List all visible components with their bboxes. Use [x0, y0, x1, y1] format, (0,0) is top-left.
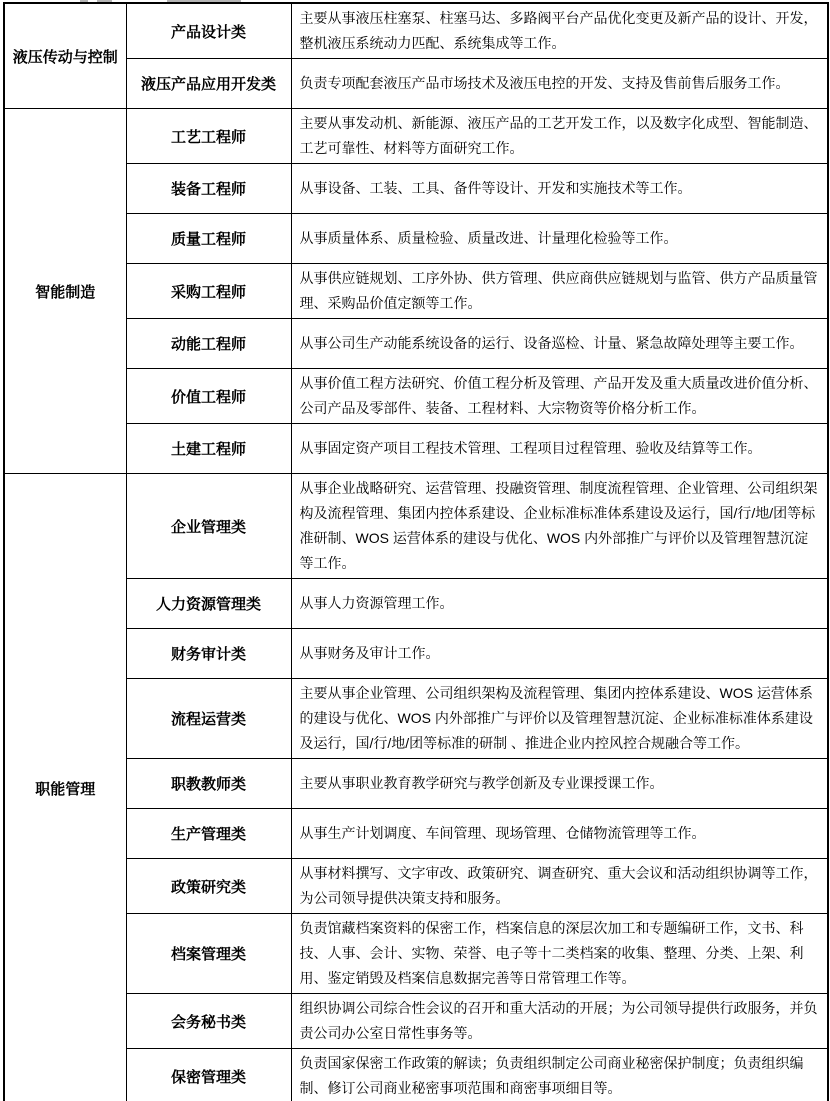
job-type-cell: 动能工程师 [126, 319, 291, 369]
table-row [4, 994, 828, 1049]
table-row [4, 1049, 828, 1101]
table-row [4, 214, 828, 264]
job-type-cell: 保密管理类 [126, 1049, 291, 1101]
job-category-table [3, 2, 829, 1101]
description-cell: 主要从事发动机、新能源、液压产品的工艺开发工作，以及数字化成型、智能制造、工艺可靠性、材料等方面研究工作。 [291, 109, 828, 164]
job-type-cell: 工艺工程师 [126, 109, 291, 164]
table-row [4, 264, 828, 319]
description-cell: 从事价值工程方法研究、价值工程分析及管理、产品开发及重大质量改进价值分析、公司产品及零部件、装备、工程材料、大宗物资等价格分析工作。 [291, 369, 828, 424]
description-cell: 从事人力资源管理工作。 [291, 579, 828, 629]
description-cell: 从事公司生产动能系统设备的运行、设备巡检、计量、紧急故障处理等主要工作。 [291, 319, 828, 369]
job-type-cell: 会务秘书类 [126, 994, 291, 1049]
description-cell: 从事固定资产项目工程技术管理、工程项目过程管理、验收及结算等工作。 [291, 424, 828, 474]
job-type-cell: 职教教师类 [126, 759, 291, 809]
table-row [4, 369, 828, 424]
table-row [4, 59, 828, 109]
job-type-cell: 质量工程师 [126, 214, 291, 264]
table-row [4, 629, 828, 679]
table-row [4, 859, 828, 914]
job-type-cell: 土建工程师 [126, 424, 291, 474]
job-type-cell: 政策研究类 [126, 859, 291, 914]
job-type-cell: 生产管理类 [126, 809, 291, 859]
category-cell: 液压传动与控制 [4, 3, 126, 109]
description-cell: 负责国家保密工作政策的解读；负责组织制定公司商业秘密保护制度；负责组织编制、修订公司商业秘密事项范围和商密事项细目等。 [291, 1049, 828, 1101]
description-cell: 主要从事职业教育教学研究与教学创新及专业课授课工作。 [291, 759, 828, 809]
table-row [4, 424, 828, 474]
description-cell: 组织协调公司综合性会议的召开和重大活动的开展；为公司领导提供行政服务，并负责公司办公室日常性事务等。 [291, 994, 828, 1049]
description-cell: 负责馆藏档案资料的保密工作，档案信息的深层次加工和专题编研工作，文书、科技、人事、会计、实物、荣誉、电子等十二类档案的收集、整理、分类、上架、利用、鉴定销毁及档案信息数据完善等日常管理工作等。 [291, 914, 828, 994]
description-cell: 主要从事液压柱塞泵、柱塞马达、多路阀平台产品优化变更及新产品的设计、开发，整机液压系统动力匹配、系统集成等工作。 [291, 3, 828, 59]
table-row [4, 679, 828, 759]
job-type-cell: 液压产品应用开发类 [126, 59, 291, 109]
job-type-cell: 流程运营类 [126, 679, 291, 759]
description-cell: 负责专项配套液压产品市场技术及液压电控的开发、支持及售前售后服务工作。 [291, 59, 828, 109]
description-cell: 从事财务及审计工作。 [291, 629, 828, 679]
description-cell: 从事质量体系、质量检验、质量改进、计量理化检验等工作。 [291, 214, 828, 264]
description-cell: 从事生产计划调度、车间管理、现场管理、仓储物流管理等工作。 [291, 809, 828, 859]
description-cell: 从事设备、工装、工具、备件等设计、开发和实施技术等工作。 [291, 164, 828, 214]
description-cell: 从事供应链规划、工序外协、供方管理、供应商供应链规划与监管、供方产品质量管理、采购品价值定额等工作。 [291, 264, 828, 319]
job-type-cell: 装备工程师 [126, 164, 291, 214]
table-row [4, 164, 828, 214]
category-cell: 职能管理 [4, 474, 126, 1101]
job-type-cell: 财务审计类 [126, 629, 291, 679]
table-row [4, 474, 828, 579]
table-row [4, 109, 828, 164]
description-cell: 从事材料撰写、文字审改、政策研究、调查研究、重大会议和活动组织协调等工作，为公司领导提供决策支持和服务。 [291, 859, 828, 914]
job-type-cell: 产品设计类 [126, 3, 291, 59]
table-row [4, 914, 828, 994]
job-type-cell: 价值工程师 [126, 369, 291, 424]
table-row [4, 809, 828, 859]
job-type-cell: 企业管理类 [126, 474, 291, 579]
job-type-cell: 档案管理类 [126, 914, 291, 994]
job-type-cell: 人力资源管理类 [126, 579, 291, 629]
table-row [4, 579, 828, 629]
category-cell: 智能制造 [4, 109, 126, 474]
table-row [4, 759, 828, 809]
table-row [4, 319, 828, 369]
table-row [4, 3, 828, 59]
description-cell: 从事企业战略研究、运营管理、投融资管理、制度流程管理、企业管理、公司组织架构及流程管理、集团内控体系建设、企业标准标准体系建设及运行，国/行/地/团等标准研制、WOS 运营体系的建设与优化、WOS 内外部推广与评价以及管理智慧沉淀等工作。 [291, 474, 828, 579]
description-cell: 主要从事企业管理、公司组织架构及流程管理、集团内控体系建设、WOS 运营体系的建设与优化、WOS 内外部推广与评价以及管理智慧沉淀、企业标准标准体系建设及运行，国/行/地/团等标准的研制 、推进企业内控风控合规融合等工作。 [291, 679, 828, 759]
job-category-table-body [4, 3, 828, 1101]
job-type-cell: 采购工程师 [126, 264, 291, 319]
